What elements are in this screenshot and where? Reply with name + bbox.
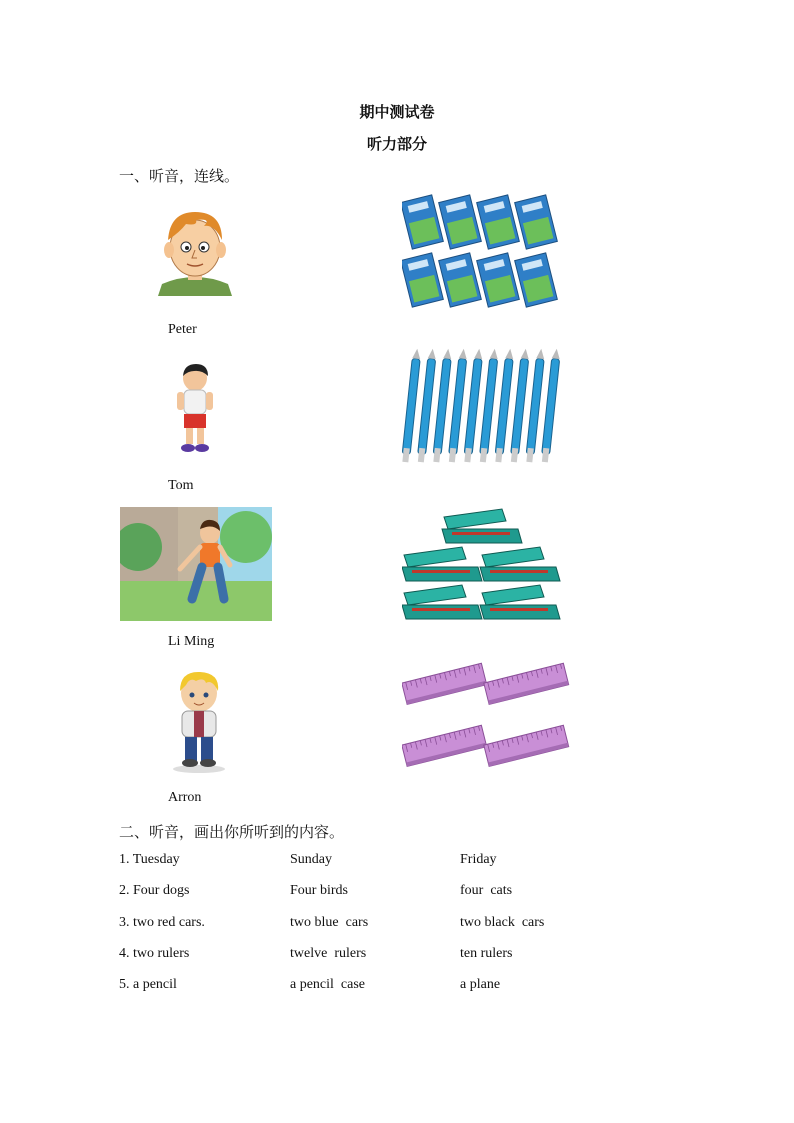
english-book-icon <box>439 253 482 307</box>
english-book-icon <box>477 195 520 249</box>
question-row-4 <box>119 946 719 966</box>
person-name-li-ming: Li Ming <box>168 634 215 649</box>
ruler-icon <box>484 725 569 766</box>
ruler-icon <box>402 663 487 704</box>
english-books-icon <box>402 194 562 312</box>
option-2a: 2. Four dogs <box>119 883 190 898</box>
english-book-icon <box>402 253 443 307</box>
ruler-icon <box>484 663 569 704</box>
boy-standing-icon <box>172 362 218 454</box>
english-book-icon <box>402 195 443 249</box>
question-row-5 <box>119 977 719 997</box>
person-name-arron: Arron <box>168 790 202 805</box>
section1-heading: 一、听音，连线。 <box>119 169 240 185</box>
english-book-icon <box>477 253 520 307</box>
pens-icon <box>401 348 561 468</box>
option-2c: four cats <box>460 883 513 898</box>
option-3b: two blue cars <box>290 915 369 930</box>
blonde-boy-icon <box>168 669 230 773</box>
rulers-icon <box>402 657 570 781</box>
pencil-cases-icon <box>402 505 562 623</box>
english-book-icon <box>439 195 482 249</box>
section2-heading: 二、听音，画出你所听到的内容。 <box>119 825 345 841</box>
question-row-3 <box>119 915 719 935</box>
page-subtitle: 听力部分 <box>366 137 427 153</box>
option-1a: 1. Tuesday <box>119 852 180 867</box>
option-5b: a pencil case <box>290 977 366 992</box>
option-5a: 5. a pencil <box>119 977 177 992</box>
english-book-icon <box>515 195 558 249</box>
question-row-1 <box>119 852 719 872</box>
option-5c: a plane <box>460 977 501 992</box>
person-name-peter: Peter <box>168 322 197 337</box>
option-1b: Sunday <box>290 852 332 867</box>
option-4a: 4. two rulers <box>119 946 190 961</box>
person-name-tom: Tom <box>168 478 194 493</box>
pencil-case-icon <box>402 585 482 619</box>
pencil-case-icon <box>480 547 560 581</box>
option-2b: Four birds <box>290 883 348 898</box>
pencil-case-icon <box>402 547 482 581</box>
option-4b: twelve rulers <box>290 946 367 961</box>
pencil-case-icon <box>480 585 560 619</box>
ruler-icon <box>402 725 487 766</box>
option-4c: ten rulers <box>460 946 513 961</box>
pencil-case-icon <box>442 509 522 543</box>
question-row-2 <box>119 883 719 903</box>
page-title: 期中测试卷 <box>359 105 435 121</box>
option-3a: 3. two red cars. <box>119 915 205 930</box>
english-book-icon <box>515 253 558 307</box>
boy-in-park-icon <box>120 507 272 621</box>
option-3c: two black cars <box>460 915 545 930</box>
option-1c: Friday <box>460 852 497 867</box>
boy-face-icon <box>152 204 238 296</box>
